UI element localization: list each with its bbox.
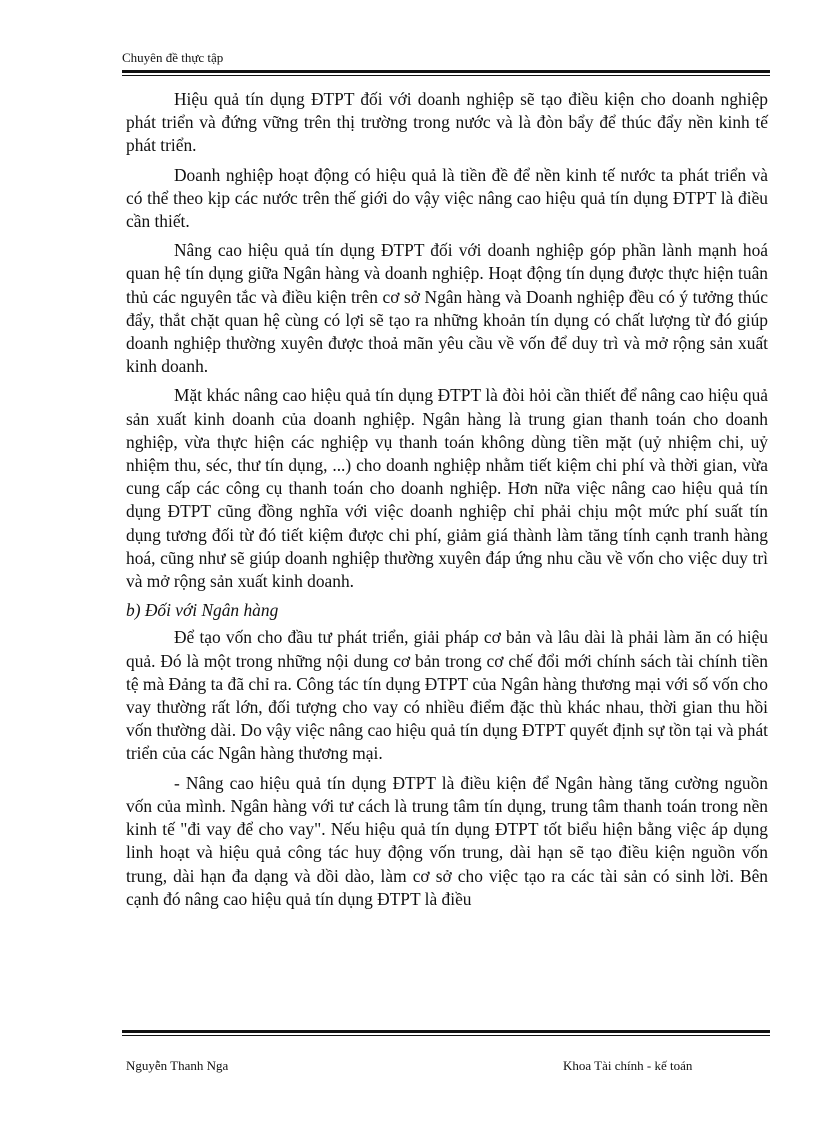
section-heading: b) Đối với Ngân hàng (126, 600, 279, 621)
footer-author: Nguyễn Thanh Nga (126, 1058, 229, 1073)
header-rule-thin (122, 75, 770, 76)
page-body (126, 88, 768, 917)
page-header-title: Chuyên đề thực tập (122, 50, 224, 65)
body-paragraph: Nâng cao hiệu quả tín dụng ĐTPT đối với doanh nghiệp góp phần lành mạnh hoá quan hệ tín dụng giữa Ngân hàng và doanh nghiệp. Hoạt động tín dụng được thực hiện tuân thủ các nguyên tắc và điều kiện trên cơ sở Ngân hàng và Doanh nghiệp đều có ý tưởng thúc đẩy, thắt chặt quan hệ cùng có lợi sẽ tạo ra những khoản tín dụng có chất lượng từ đó giúp doanh nghiệp thường xuyên được thoả mãn yêu cầu về vốn để duy trì và mở rộng sản xuất kinh doanh. (126, 240, 768, 377)
footer-rule-thick (122, 1030, 770, 1033)
body-paragraph: Mặt khác nâng cao hiệu quả tín dụng ĐTPT là đòi hỏi cần thiết để nâng cao hiệu quả sản xuất kinh doanh của doanh nghiệp. Ngân hàng là trung gian thanh toán cho doanh nghiệp, vừa thực hiện các nghiệp vụ thanh toán không dùng tiền mặt (uỷ nhiệm chi, uỷ nhiệm thu, séc, thư tín dụng, ...) cho doanh nghiệp nhằm tiết kiệm chi phí và thời gian, vừa cung cấp các công cụ thanh toán cho doanh nghiệp. Hơn nữa việc nâng cao hiệu quả tín dụng ĐTPT cũng đồng nghĩa với việc doanh nghiệp chỉ phải chịu một mức phí suất tín dụng tương đối từ đó tiết kiệm được chi phí, giảm giá thành làm tăng tính cạnh tranh hàng hoá, cũng như sẽ giúp doanh nghiệp thường xuyên đáp ứng nhu cầu về vốn cho việc duy trì và mở rộng sản xuất kinh doanh. (126, 385, 768, 592)
header-rule-thick (122, 70, 770, 73)
body-paragraph: Hiệu quả tín dụng ĐTPT đối với doanh nghiệp sẽ tạo điều kiện cho doanh nghiệp phát triển và đứng vững trên thị trường trong nước và là đòn bẩy để thúc đẩy nền kinh tế phát triển. (126, 89, 768, 156)
footer-rule-thin (122, 1035, 770, 1036)
footer-department: Khoa Tài chính - kế toán (563, 1058, 693, 1073)
body-paragraph: Để tạo vốn cho đầu tư phát triển, giải pháp cơ bản và lâu dài là phải làm ăn có hiệu quả. Đó là một trong những nội dung cơ bản trong cơ chế đổi mới chính sách tài chính tiền tệ mà Đảng ta đã chỉ ra. Công tác tín dụng ĐTPT của Ngân hàng thương mại với số vốn cho vay thường rất lớn, đối tượng cho vay có nhiều điểm đặc thù khác nhau, thời gian thu hồi vốn thường dài. Do vậy việc nâng cao hiệu quả tín dụng ĐTPT quyết định sự tồn tại và phát triển của các Ngân hàng thương mại. (126, 627, 768, 764)
body-paragraph: Doanh nghiệp hoạt động có hiệu quả là tiền đề để nền kinh tế nước ta phát triển và có thể theo kịp các nước trên thế giới do vậy việc nâng cao hiệu quả tín dụng ĐTPT là điều cần thiết. (126, 164, 768, 232)
body-paragraph: - Nâng cao hiệu quả tín dụng ĐTPT là điều kiện để Ngân hàng tăng cường nguồn vốn của mình. Ngân hàng với tư cách là trung tâm tín dụng, trung tâm thanh toán trong nền kinh tế "đi vay để cho vay". Nếu hiệu quả tín dụng ĐTPT tốt biểu hiện bằng việc áp dụng linh hoạt và hiệu quả công tác huy động vốn trung, dài hạn sẽ tạo điều kiện nguồn vốn trung, dài hạn đa dạng và dồi dào, làm cơ sở cho việc tạo ra các tài sản có sinh lời. Bên cạnh đó nâng cao hiệu quả tín dụng ĐTPT là điều (126, 772, 768, 909)
